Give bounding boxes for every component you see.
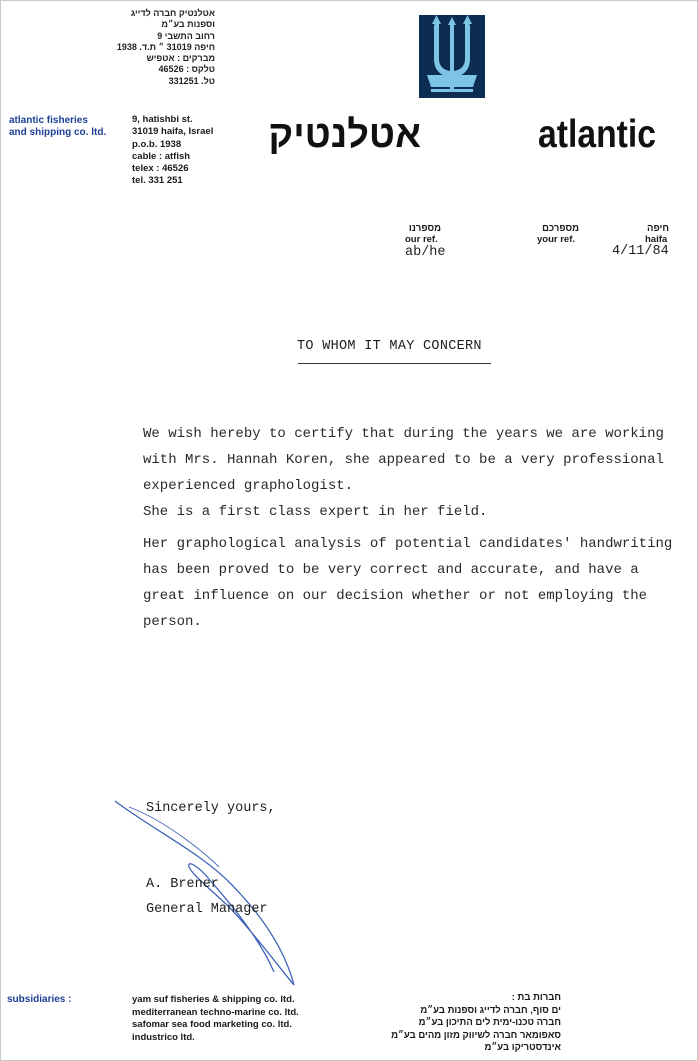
hebrew-line: וספנות בע״מ bbox=[161, 19, 215, 30]
subsidiary-heb-item: אינדסטריקו בע״מ bbox=[484, 1042, 561, 1053]
trident-icon bbox=[419, 15, 485, 98]
letter-date: 4/11/84 bbox=[612, 244, 669, 259]
body-line: has been proved to be very correct and accurate, and have a bbox=[143, 562, 639, 578]
subsidiary-heb-item: חברה טכנו-ימית לים התיכון בע״מ bbox=[418, 1017, 561, 1028]
address-line: telex : 46526 bbox=[132, 163, 189, 175]
letterhead-hebrew bbox=[105, 8, 215, 87]
signer-name: A. Brener bbox=[146, 877, 219, 892]
address-line: p.o.b. 1938 bbox=[132, 138, 182, 150]
hebrew-line: אטלנטיק חברה לדייג bbox=[130, 8, 215, 18]
subsidiaries-list bbox=[132, 994, 299, 1044]
our-ref-label-en: our ref. bbox=[405, 234, 438, 245]
brand-hebrew: אטלנטיק bbox=[268, 114, 421, 156]
hebrew-line: טלקס : 46526 bbox=[158, 64, 215, 75]
body-line: with Mrs. Hannah Koren, she appeared to be a very professional bbox=[143, 452, 664, 468]
address-line: 9, hatishbi st. bbox=[132, 114, 193, 125]
body-line: We wish hereby to certify that during the years we are working bbox=[143, 426, 664, 442]
subsidiaries-label: subsidiaries : bbox=[7, 994, 72, 1005]
brand-latin: atlantic bbox=[538, 113, 656, 156]
subsidiaries-heb-label: חברות בת : bbox=[511, 992, 561, 1003]
signature bbox=[109, 797, 309, 997]
our-ref-value: ab/he bbox=[405, 245, 446, 260]
hebrew-line: רחוב התשבי 9 bbox=[157, 30, 215, 41]
subsidiary-item: safomar sea food marketing co. ltd. bbox=[132, 1019, 292, 1030]
subsidiary-item: mediterranean techno-marine co. ltd. bbox=[132, 1006, 299, 1018]
company-name bbox=[9, 115, 106, 139]
city-heb: חיפה bbox=[647, 223, 669, 234]
address-line: tel. 331 251 bbox=[132, 175, 183, 187]
your-ref-label: your ref. bbox=[537, 234, 576, 245]
body-line: great influence on our decision whether or not employing the bbox=[143, 588, 648, 604]
signer-title: General Manager bbox=[146, 902, 268, 917]
company-name-line: and shipping co. ltd. bbox=[9, 127, 107, 138]
body-line: experienced graphologist. bbox=[143, 478, 354, 494]
subsidiaries-hebrew bbox=[391, 992, 561, 1055]
company-address bbox=[132, 114, 213, 188]
subsidiary-item: industrico ltd. bbox=[132, 1031, 195, 1043]
our-ref-label bbox=[405, 223, 441, 234]
city-label: haifa bbox=[645, 234, 668, 245]
body-line: She is a first class expert in her field. bbox=[143, 504, 488, 520]
letter-body bbox=[143, 421, 673, 635]
our-ref-heb: מספרנו bbox=[408, 223, 441, 234]
company-name-line: atlantic fisheries bbox=[9, 115, 88, 126]
address-line: cable : atfish bbox=[132, 150, 191, 162]
your-ref-heb: מספרכם bbox=[542, 223, 579, 234]
hebrew-line: חיפה 31019 ״ ת.ד. 1938 bbox=[116, 41, 215, 52]
title-underline bbox=[298, 363, 491, 364]
closing: Sincerely yours, bbox=[146, 801, 276, 816]
subsidiary-item: yam suf fisheries & shipping co. ltd. bbox=[132, 994, 295, 1005]
hebrew-line: טל. 331251 bbox=[168, 75, 215, 86]
subsidiary-heb-item: סאפומאר חברה לשיווק מזון מהים בע״מ bbox=[391, 1029, 561, 1041]
body-line: Her graphological analysis of potential candidates' handwriting bbox=[143, 536, 673, 552]
letter-title: TO WHOM IT MAY CONCERN bbox=[297, 339, 482, 354]
hebrew-line: מברקים : אטפיש bbox=[146, 53, 215, 64]
address-line: 31019 haifa, Israel bbox=[132, 126, 214, 138]
brand-wordmark bbox=[268, 107, 659, 156]
body-line: person. bbox=[143, 614, 202, 630]
subsidiary-heb-item: ים סוף, חברה לדייג וספנות בע״מ bbox=[420, 1004, 561, 1016]
